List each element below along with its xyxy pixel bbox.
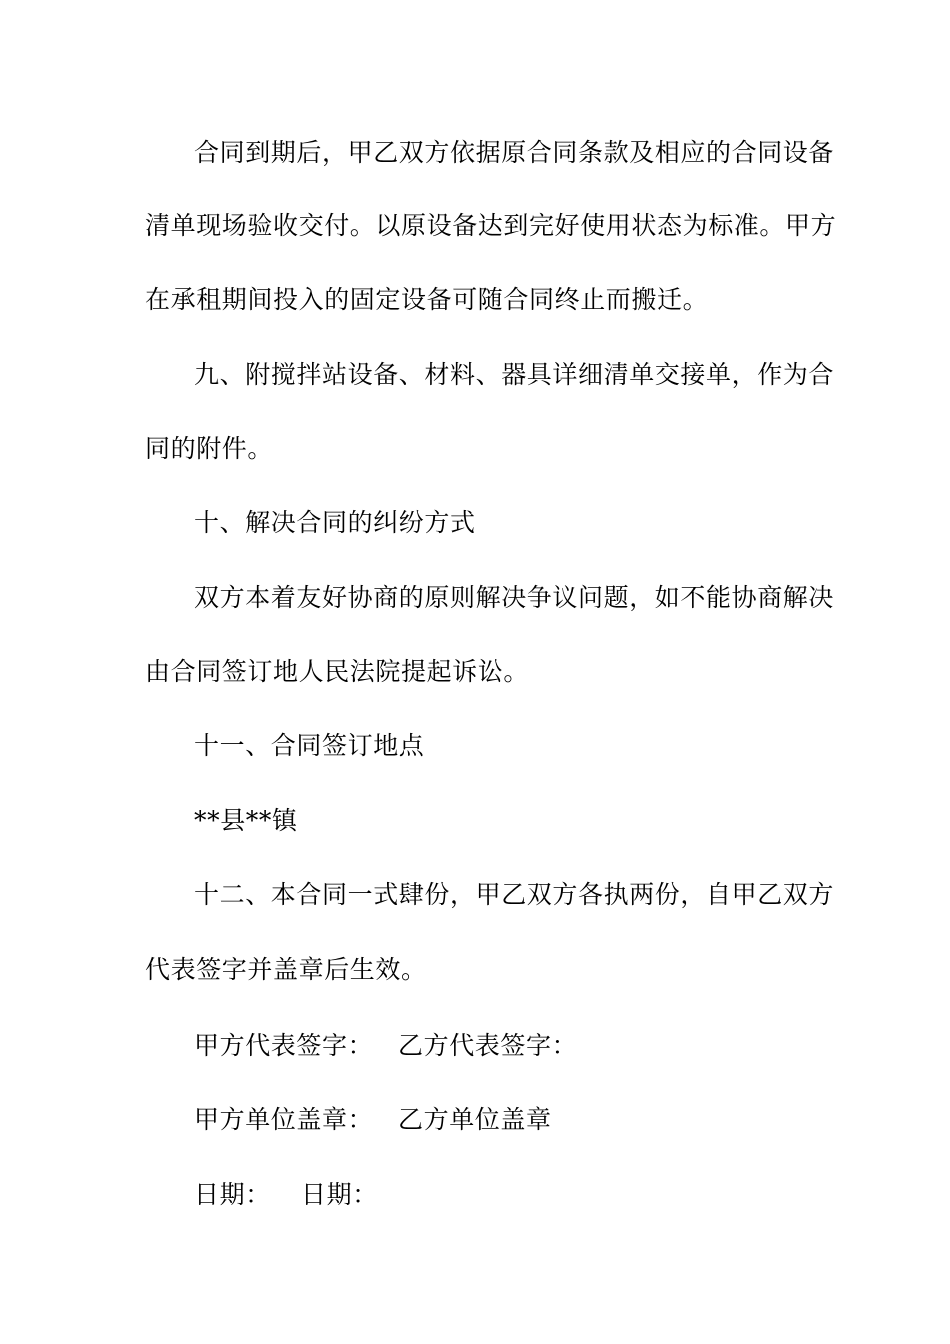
section-heading: 十、解决合同的纠纷方式 bbox=[194, 508, 476, 537]
party-b-date-label: 日期： bbox=[301, 1180, 378, 1209]
party-b-seal-label: 乙方单位盖章 bbox=[398, 1105, 552, 1134]
party-a-signature-label: 甲方代表签字： bbox=[194, 1031, 374, 1060]
party-a-date-label: 日期： bbox=[194, 1180, 271, 1209]
paragraph-line: 同的附件。 bbox=[145, 434, 274, 463]
paragraph-line: 双方本着友好协商的原则解决争议问题，如不能协商解决 bbox=[194, 583, 835, 612]
paragraph-line: 由合同签订地人民法院提起诉讼。 bbox=[145, 657, 530, 686]
party-b-signature-label: 乙方代表签字： bbox=[398, 1031, 578, 1060]
paragraph-line: 合同到期后，甲乙双方依据原合同条款及相应的合同设备 bbox=[194, 138, 835, 167]
paragraph-line: 代表签字并盖章后生效。 bbox=[145, 955, 427, 984]
paragraph-line: 九、附搅拌站设备、材料、器具详细清单交接单，作为合 bbox=[194, 360, 835, 389]
paragraph-line: 十二、本合同一式肆份，甲乙双方各执两份，自甲乙双方 bbox=[194, 880, 835, 909]
signing-place: **县**镇 bbox=[194, 806, 298, 835]
party-a-seal-label: 甲方单位盖章： bbox=[194, 1105, 374, 1134]
paragraph-line: 清单现场验收交付。以原设备达到完好使用状态为标准。甲方 bbox=[145, 211, 837, 240]
paragraph-line: 在承租期间投入的固定设备可随合同终止而搬迁。 bbox=[145, 285, 709, 314]
section-heading: 十一、合同签订地点 bbox=[194, 731, 425, 760]
